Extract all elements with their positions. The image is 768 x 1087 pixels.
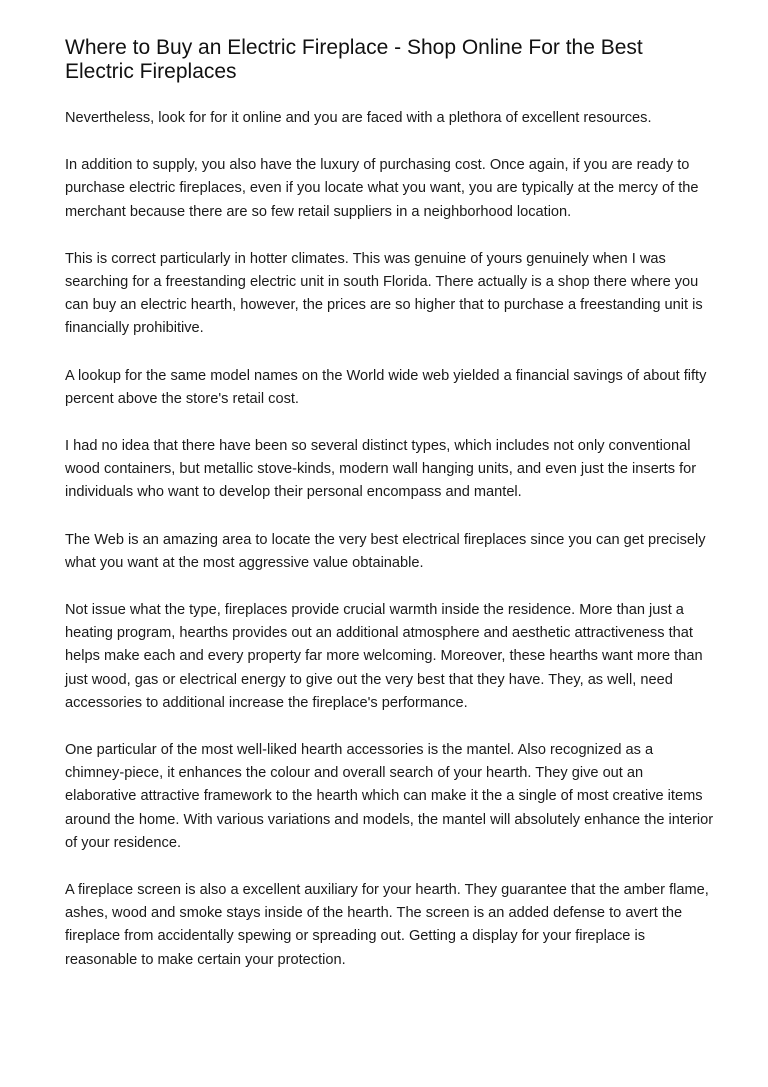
paragraph-4: A lookup for the same model names on the World wide web yielded a financial savings of about fifty percent above the store's retail cost.: [65, 367, 707, 407]
paragraph-1: Nevertheless, look for for it online and you are faced with a plethora of excellent resources.: [65, 110, 652, 126]
paragraph-3: This is correct particularly in hotter climates. This was genuine of yours genuinely when I was searching for a freestanding electric unit in south Florida. There actually is a shop there where you can buy an electric hearth, however, the prices are so higher that to purchase a freestanding unit is financially prohibitive.: [65, 250, 703, 337]
paragraph-2: In addition to supply, you also have the luxury of purchasing cost. Once again, if you are ready to purchase electric fireplaces, even if you locate what you want, you are typically at the mercy of the merchant because there are so few retail suppliers in a neighborhood location.: [65, 157, 699, 220]
paragraph-9: A fireplace screen is also a excellent auxiliary for your hearth. They guarantee that the amber flame, ashes, wood and smoke stays inside of the hearth. The screen is an added defense to avert the fireplace from accidentally spewing or spreading out. Getting a display for your fireplace is reasonable to make certain your protection.: [65, 882, 709, 968]
paragraph-8: One particular of the most well-liked hearth accessories is the mantel. Also recognized as a chimney-piece, it enhances the colour and overall search of your hearth. They give out an elaborative attractive framework to the hearth which can make it the a single of most creative items around the home. With various variations and models, the mantel will absolutely enhance the interior of your residence.: [65, 742, 714, 851]
document-body: [65, 107, 715, 996]
paragraph-5: I had no idea that there have been so several distinct types, which includes not only conventional wood containers, but metallic stove-kinds, modern wall hanging units, and even just the inserts for individuals who want to develop their personal encompass and mantel.: [65, 438, 697, 501]
document-title: Where to Buy an Electric Fireplace - Shop Online For the Best Electric Fireplaces: [65, 36, 643, 83]
paragraph-6: The Web is an amazing area to locate the very best electrical fireplaces since you can get precisely what you want at the most aggressive value obtainable.: [65, 531, 706, 571]
paragraph-7: Not issue what the type, fireplaces provide crucial warmth inside the residence. More than just a heating program, hearths provides out an additional atmosphere and aesthetic attractiveness that helps make each and every property far more welcoming. Moreover, these hearths want more than just wood, gas or electrical energy to give out the very best that they have. They, as well, need accessories to additional increase the fireplace's performance.: [65, 602, 703, 711]
